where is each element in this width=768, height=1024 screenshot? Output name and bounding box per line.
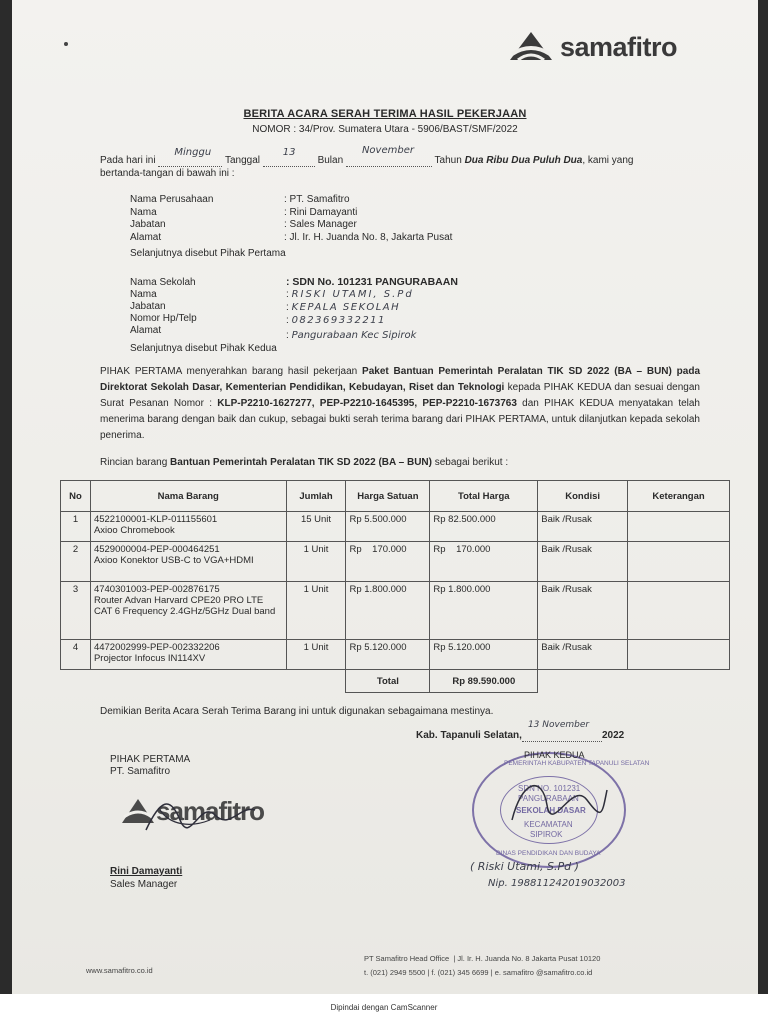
intro-tahun-label: Tahun	[434, 155, 462, 166]
sign1-title: Sales Manager	[110, 879, 178, 890]
stamp-mid1: SDN NO. 101231	[518, 784, 581, 793]
pihak1-label: Jabatan	[130, 219, 166, 230]
cell-no: 1	[61, 512, 91, 542]
stamp-top: PEMERINTAH KABUPATEN TAPANULI SELATAN	[504, 760, 650, 767]
empty-cell	[538, 670, 628, 693]
cell-nama	[90, 640, 286, 670]
cell-kondisi: Baik /Rusak	[538, 640, 628, 670]
total-value: Rp 89.590.000	[430, 670, 538, 693]
sign1-company: PT. Samafitro	[110, 766, 171, 777]
cell-keterangan	[628, 582, 730, 640]
footer-office-name: PT Samafitro Head Office	[364, 954, 450, 963]
stamp-ring-text: DINAS PENDIDIKAN DAN BUDAYA	[496, 850, 601, 857]
item-code: 4522100001-KLP-011155601	[93, 514, 218, 525]
col-header: No	[61, 481, 91, 512]
cell-nama	[90, 512, 286, 542]
table-header-row	[61, 481, 730, 512]
cell-total: Rp 170.000	[430, 542, 538, 582]
sign1-label: PIHAK PERTAMA	[110, 754, 191, 765]
order-numbers: KLP-P2210-1627277, PEP-P2210-1645395, PEP-P2210-1673763	[217, 398, 517, 409]
item-name: Router Advan Harvard CPE20 PRO LTE CAT 6 Frequency 2.4GHz/5GHz Dual band	[93, 595, 276, 617]
signature-1	[140, 790, 260, 840]
rincian-part: Rincian barang	[100, 457, 171, 468]
stamp-mid3: SEKOLAH DASAR	[516, 806, 586, 815]
pihak1-label: Nama	[130, 206, 157, 218]
cell-harga: Rp 5.120.000	[346, 640, 430, 670]
document-number: NOMOR : 34/Prov. Sumatera Utara - 5906/BAST/SMF/2022	[252, 124, 518, 135]
pihak2-label: Nama	[130, 289, 157, 300]
document-title: BERITA ACARA SERAH TERIMA HASIL PEKERJAAN	[243, 108, 527, 120]
pihak2-nama: RISKI UTAMI, S.Pd	[291, 289, 414, 300]
cell-no: 4	[61, 640, 91, 670]
scanner-note: Dipindai dengan CamScanner	[330, 1003, 438, 1012]
place: Kab. Tapanuli Selatan,	[416, 730, 522, 741]
intro-tanggal-label: Tanggal	[224, 155, 261, 166]
cell-total: Rp 82.500.000	[430, 512, 538, 542]
pihak2-jabatan: KEPALA SEKOLAH	[291, 302, 401, 313]
pihak1-values	[284, 194, 452, 244]
pihak2-telp: 082369332211	[291, 315, 386, 326]
intro-suffix: , kami yang	[582, 155, 634, 166]
intro-pada-hari: Pada hari ini	[100, 155, 156, 166]
cell-keterangan	[628, 512, 730, 542]
tanggal-value: 13	[282, 147, 296, 158]
item-name: Projector Infocus IN114XV	[93, 653, 206, 664]
cell-jumlah: 1 Unit	[286, 640, 346, 670]
pihak2-nama-field: : RISKI UTAMI, S.Pd	[286, 289, 414, 300]
item-name: Axioo Konektor USB-C to VGA+HDMI	[93, 555, 254, 566]
pihak2-labels	[130, 277, 197, 337]
stamp-bottom1: KECAMATAN	[524, 820, 573, 829]
item-name: Axioo Chromebook	[93, 525, 175, 536]
footer-office: PT Samafitro Head Office | Jl. Ir. H. Juanda No. 8 Jakarta Pusat 10120	[364, 954, 601, 963]
cell-harga: Rp 1.800.000	[346, 582, 430, 640]
document-page	[12, 0, 758, 994]
empty-cell	[628, 670, 730, 693]
cell-jumlah: 1 Unit	[286, 582, 346, 640]
empty-cell	[90, 670, 286, 693]
pihak2-label: Nama Sekolah	[130, 277, 196, 288]
table-row	[61, 640, 730, 670]
empty-cell	[286, 670, 346, 693]
tanggal-field	[263, 147, 315, 167]
footer-fax: f. (021) 345 6699	[431, 968, 489, 977]
pihak2-label: Nomor Hp/Telp	[130, 313, 197, 324]
stamp-mid2: PANGURABAAN	[518, 794, 579, 803]
sign2-nip: Nip. 198811242019032003	[488, 878, 626, 889]
pihak2-alamat-field: : Pangurabaan Kec Sipirok	[286, 330, 417, 341]
pihak1-label: Alamat	[130, 231, 162, 243]
footer-contact: t. (021) 2949 5500 | f. (021) 345 6699 | e. samafitro @samafitro.co.id	[364, 968, 593, 977]
footer-email: e. samafitro @samafitro.co.id	[494, 968, 593, 977]
cell-total: Rp 1.800.000	[430, 582, 538, 640]
col-header: Jumlah	[286, 481, 346, 512]
pihak1-value: : Jl. Ir. H. Juanda No. 8, Jakarta Pusat	[284, 231, 453, 243]
pihak2-label: Jabatan	[130, 301, 166, 312]
stamp-bottom2: SIPIROK	[530, 830, 563, 839]
cell-kondisi: Baik /Rusak	[538, 512, 628, 542]
cell-keterangan	[628, 640, 730, 670]
table-row	[61, 512, 730, 542]
bulan-value: November	[361, 145, 414, 156]
footer-address: Jl. Ir. H. Juanda No. 8 Jakarta Pusat 10120	[457, 954, 601, 963]
cell-nama	[90, 582, 286, 640]
date-hand: 13 November	[527, 720, 590, 730]
intro-line	[100, 145, 634, 167]
table-row	[61, 542, 730, 582]
footer-phone: t. (021) 2949 5500	[364, 968, 426, 977]
hari-value: Minggu	[174, 147, 212, 158]
table-total-row	[61, 670, 730, 693]
sign1-header	[110, 754, 190, 778]
col-header: Nama Barang	[90, 481, 286, 512]
items-table	[60, 480, 730, 693]
sign2-label: PIHAK KEDUA	[524, 750, 585, 760]
pihak1-label: Nama Perusahaan	[130, 194, 214, 205]
col-header: Harga Satuan	[346, 481, 430, 512]
cell-no: 2	[61, 542, 91, 582]
para-part: kepada PIHAK KEDUA dan sesuai dengan Surat Pesanan Nomor :	[100, 382, 700, 409]
pihak2-note: Selanjutnya disebut Pihak Kedua	[130, 343, 277, 354]
pihak1-value: : Sales Manager	[284, 219, 357, 230]
intro-line-2: bertanda-tangan di bawah ini :	[100, 168, 235, 179]
cell-kondisi: Baik /Rusak	[538, 542, 628, 582]
ink-speck	[64, 42, 68, 46]
bulan-field	[346, 145, 432, 167]
para-part: PIHAK PERTAMA menyerahkan barang hasil pekerjaan	[100, 366, 363, 377]
pihak2-telp-field: : 082369332211	[286, 315, 386, 326]
pihak1-value: : Rini Damayanti	[284, 206, 358, 218]
col-header: Total Harga	[430, 481, 538, 512]
intro-tahun: Dua Ribu Dua Puluh Dua	[464, 155, 583, 166]
logo-icon	[508, 30, 554, 64]
intro-bulan-label: Bulan	[317, 155, 344, 166]
stamp-logo-text: samafitro	[156, 796, 265, 826]
footer-website: www.samafitro.co.id	[86, 966, 153, 975]
para-part-bold: Paket Bantuan Pemerintah Peralatan TIK SD 2022 (BA – BUN) pada Direktorat Sekolah Dasar, Kementerian Pendidikan, Kebudayan, Riset dan Teknologi	[100, 366, 701, 393]
col-header: Kondisi	[538, 481, 628, 512]
para-part: dan PIHAK KEDUA menyatakan telah menerima barang dengan baik dan cukup, sebagai bukti serah terima barang dari PIHAK PERTAMA, untuk dilanjutkan kepada sekolah penerima.	[100, 398, 700, 441]
pihak2-label: Alamat	[130, 325, 162, 336]
school-name: : SDN No. 101231 PANGURABAAN	[286, 276, 458, 288]
cell-harga: Rp 5.500.000	[346, 512, 430, 542]
sign1-name: Rini Damayanti	[110, 866, 183, 877]
empty-cell	[61, 670, 91, 693]
cell-jumlah: 1 Unit	[286, 542, 346, 582]
sign2-name: Riski Utami, S.Pd	[477, 860, 572, 873]
pihak1-note: Selanjutnya disebut Pihak Pertama	[130, 248, 286, 259]
col-header: Keterangan	[628, 481, 730, 512]
pihak1-value: : PT. Samafitro	[284, 194, 350, 205]
cell-harga: Rp 170.000	[346, 542, 430, 582]
signature-2	[502, 770, 612, 830]
pihak2-alamat: Pangurabaan Kec Sipirok	[291, 330, 417, 341]
item-code: 4529000004-PEP-000464251	[93, 544, 220, 555]
total-label: Total	[346, 670, 430, 693]
cell-nama	[90, 542, 286, 582]
item-code: 4472002999-PEP-002332206	[93, 642, 220, 653]
pihak1-labels	[130, 194, 213, 244]
cell-keterangan	[628, 542, 730, 582]
rincian-part: sebagai berikut :	[431, 457, 509, 468]
cell-no: 3	[61, 582, 91, 640]
hari-field	[158, 147, 222, 167]
date-field	[522, 720, 602, 742]
body-paragraph	[100, 364, 700, 444]
closing-text: Demikian Berita Acara Serah Terima Barang ini untuk digunakan sebagaimana mestinya.	[100, 706, 494, 717]
rincian-bold: Bantuan Pemerintah Peralatan TIK SD 2022 (BA – BUN)	[170, 457, 432, 468]
cell-kondisi: Baik /Rusak	[538, 582, 628, 640]
company-logo	[508, 30, 677, 64]
pihak2-jabatan-field: : KEPALA SEKOLAH	[286, 302, 401, 313]
year: 2022	[601, 730, 625, 741]
place-date	[416, 720, 625, 742]
sign2-name-field: ( Riski Utami, S.Pd )	[470, 860, 579, 873]
cell-total: Rp 5.120.000	[430, 640, 538, 670]
cell-jumlah: 15 Unit	[286, 512, 346, 542]
item-code: 4740301003-PEP-002876175	[93, 584, 220, 595]
table-row	[61, 582, 730, 640]
rincian-line	[100, 457, 508, 468]
logo-text: samafitro	[560, 31, 678, 62]
